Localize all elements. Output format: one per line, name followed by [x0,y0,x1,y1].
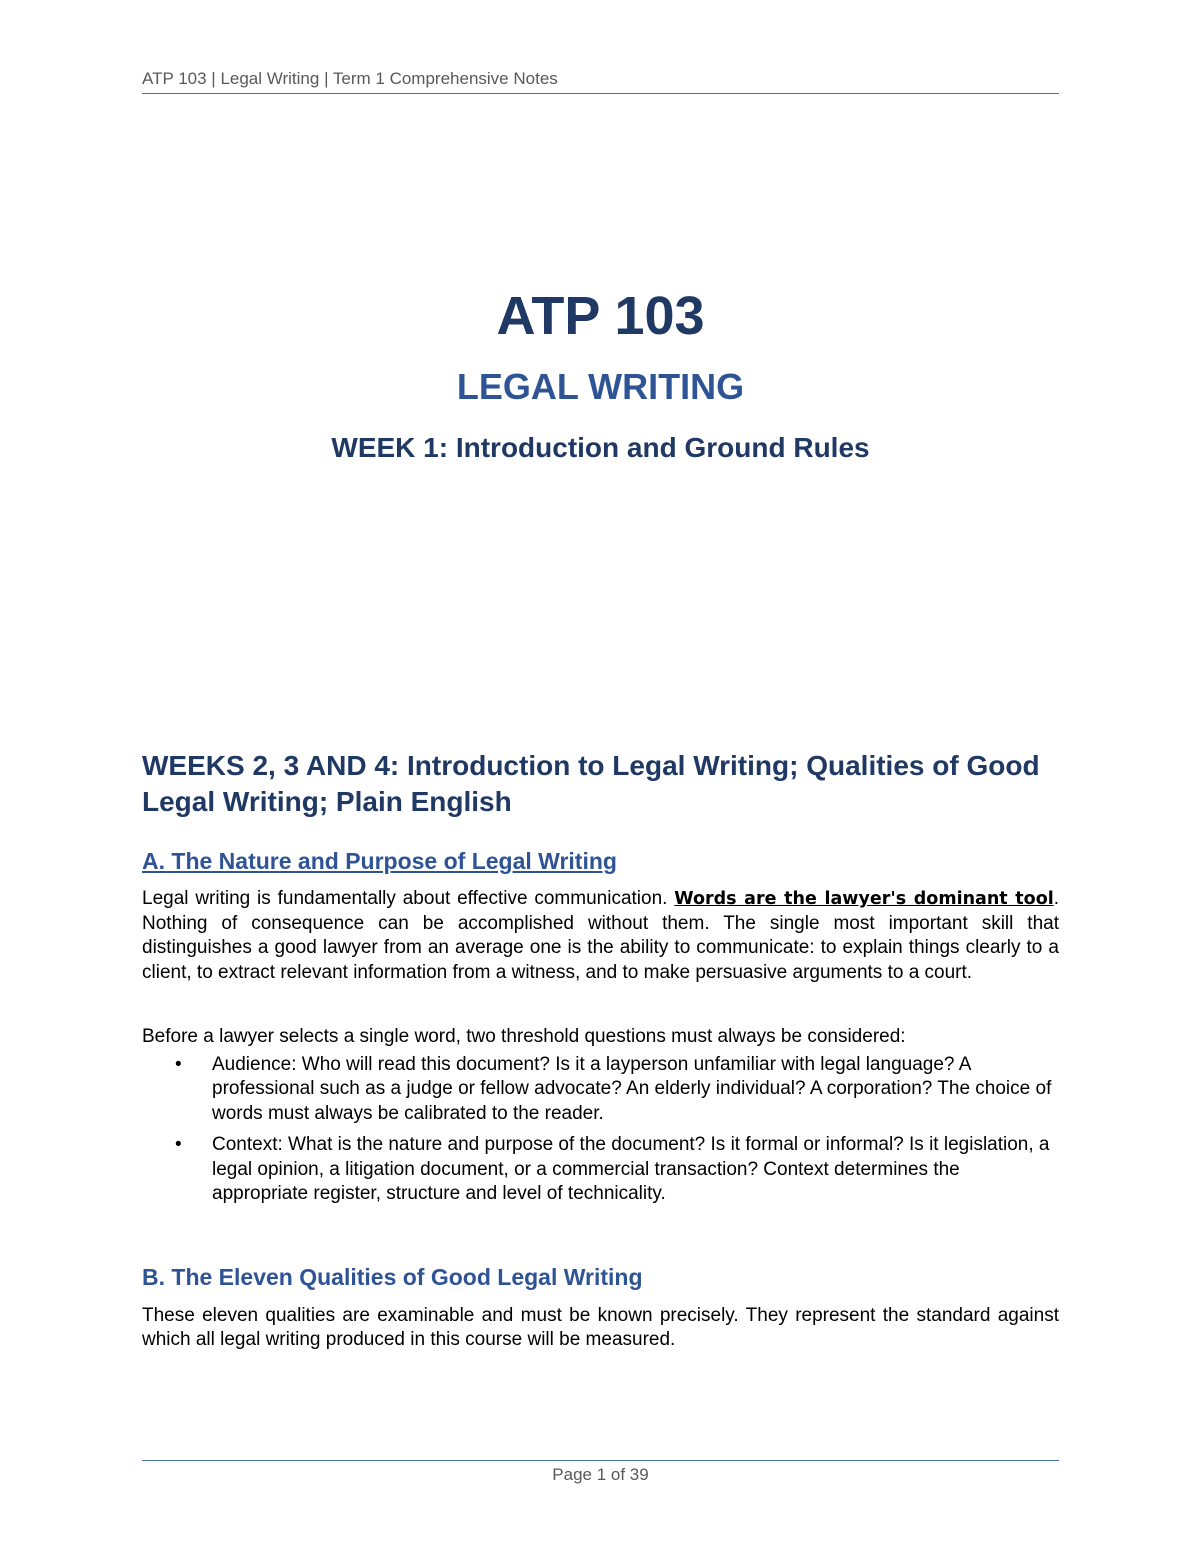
para1-text-after: . Nothing of consequence can be accomplished without them. The single most important skill that distinguishes a good lawyer from an average one is the ability to communicate: to explain things clearly to a client, to extract relevant information from a witness, and to make persuasive arguments to a court. [142,888,1059,983]
threshold-questions-list [142,1053,1059,1207]
part-a-heading: A. The Nature and Purpose of Legal Writing [142,848,617,874]
list-item [142,1053,1059,1127]
running-title: ATP 103 | Legal Writing | Term 1 Comprehensive Notes [142,69,558,88]
para1-text-before: Legal writing is fundamentally about effective communication. [142,888,675,909]
list-item [142,1133,1059,1207]
main-content [142,748,1059,1353]
bullet-text-audience: Audience: Who will read this document? Is it a layperson unfamiliar with legal language? A professional such as a judge or fellow advocate? An elderly individual? A corporation? The choice of words must always be calibrated to the reader. [212,1053,1052,1124]
bullet-text-context: Context: What is the nature and purpose of the document? Is it formal or informal? Is it legislation, a legal opinion, a litigation document, or a commercial transaction? Context determines the appropriate register, structure and level of technicality. [212,1134,1050,1204]
course-name-title: LEGAL WRITING [456,366,745,407]
part-b-heading: B. The Eleven Qualities of Good Legal Writing [142,1263,643,1290]
page-footer [142,1460,1059,1486]
bullet-icon: • [175,1053,182,1075]
para1-emphasis: Words are the lawyer's dominant tool [674,889,1054,909]
weeks-2-4-heading: WEEKS 2, 3 AND 4: Introduction to Legal Writing; Qualities of Good Legal Writing; Plain English [142,750,1040,817]
page-number: Page 1 of 39 [552,1465,649,1484]
week-1-title: WEEK 1: Introduction and Ground Rules [331,432,870,463]
course-code-title: ATP 103 [496,286,705,346]
part-a-paragraph-2: Before a lawyer selects a single word, two threshold questions must always be considered: [142,1026,906,1047]
running-header [142,68,1059,94]
part-b-paragraph-1: These eleven qualities are examinable and must be known precisely. They represent the standard against which all legal writing produced in this course will be measured. [142,1304,1059,1350]
bullet-icon: • [175,1134,182,1155]
part-a-paragraph-1 [142,887,1059,985]
